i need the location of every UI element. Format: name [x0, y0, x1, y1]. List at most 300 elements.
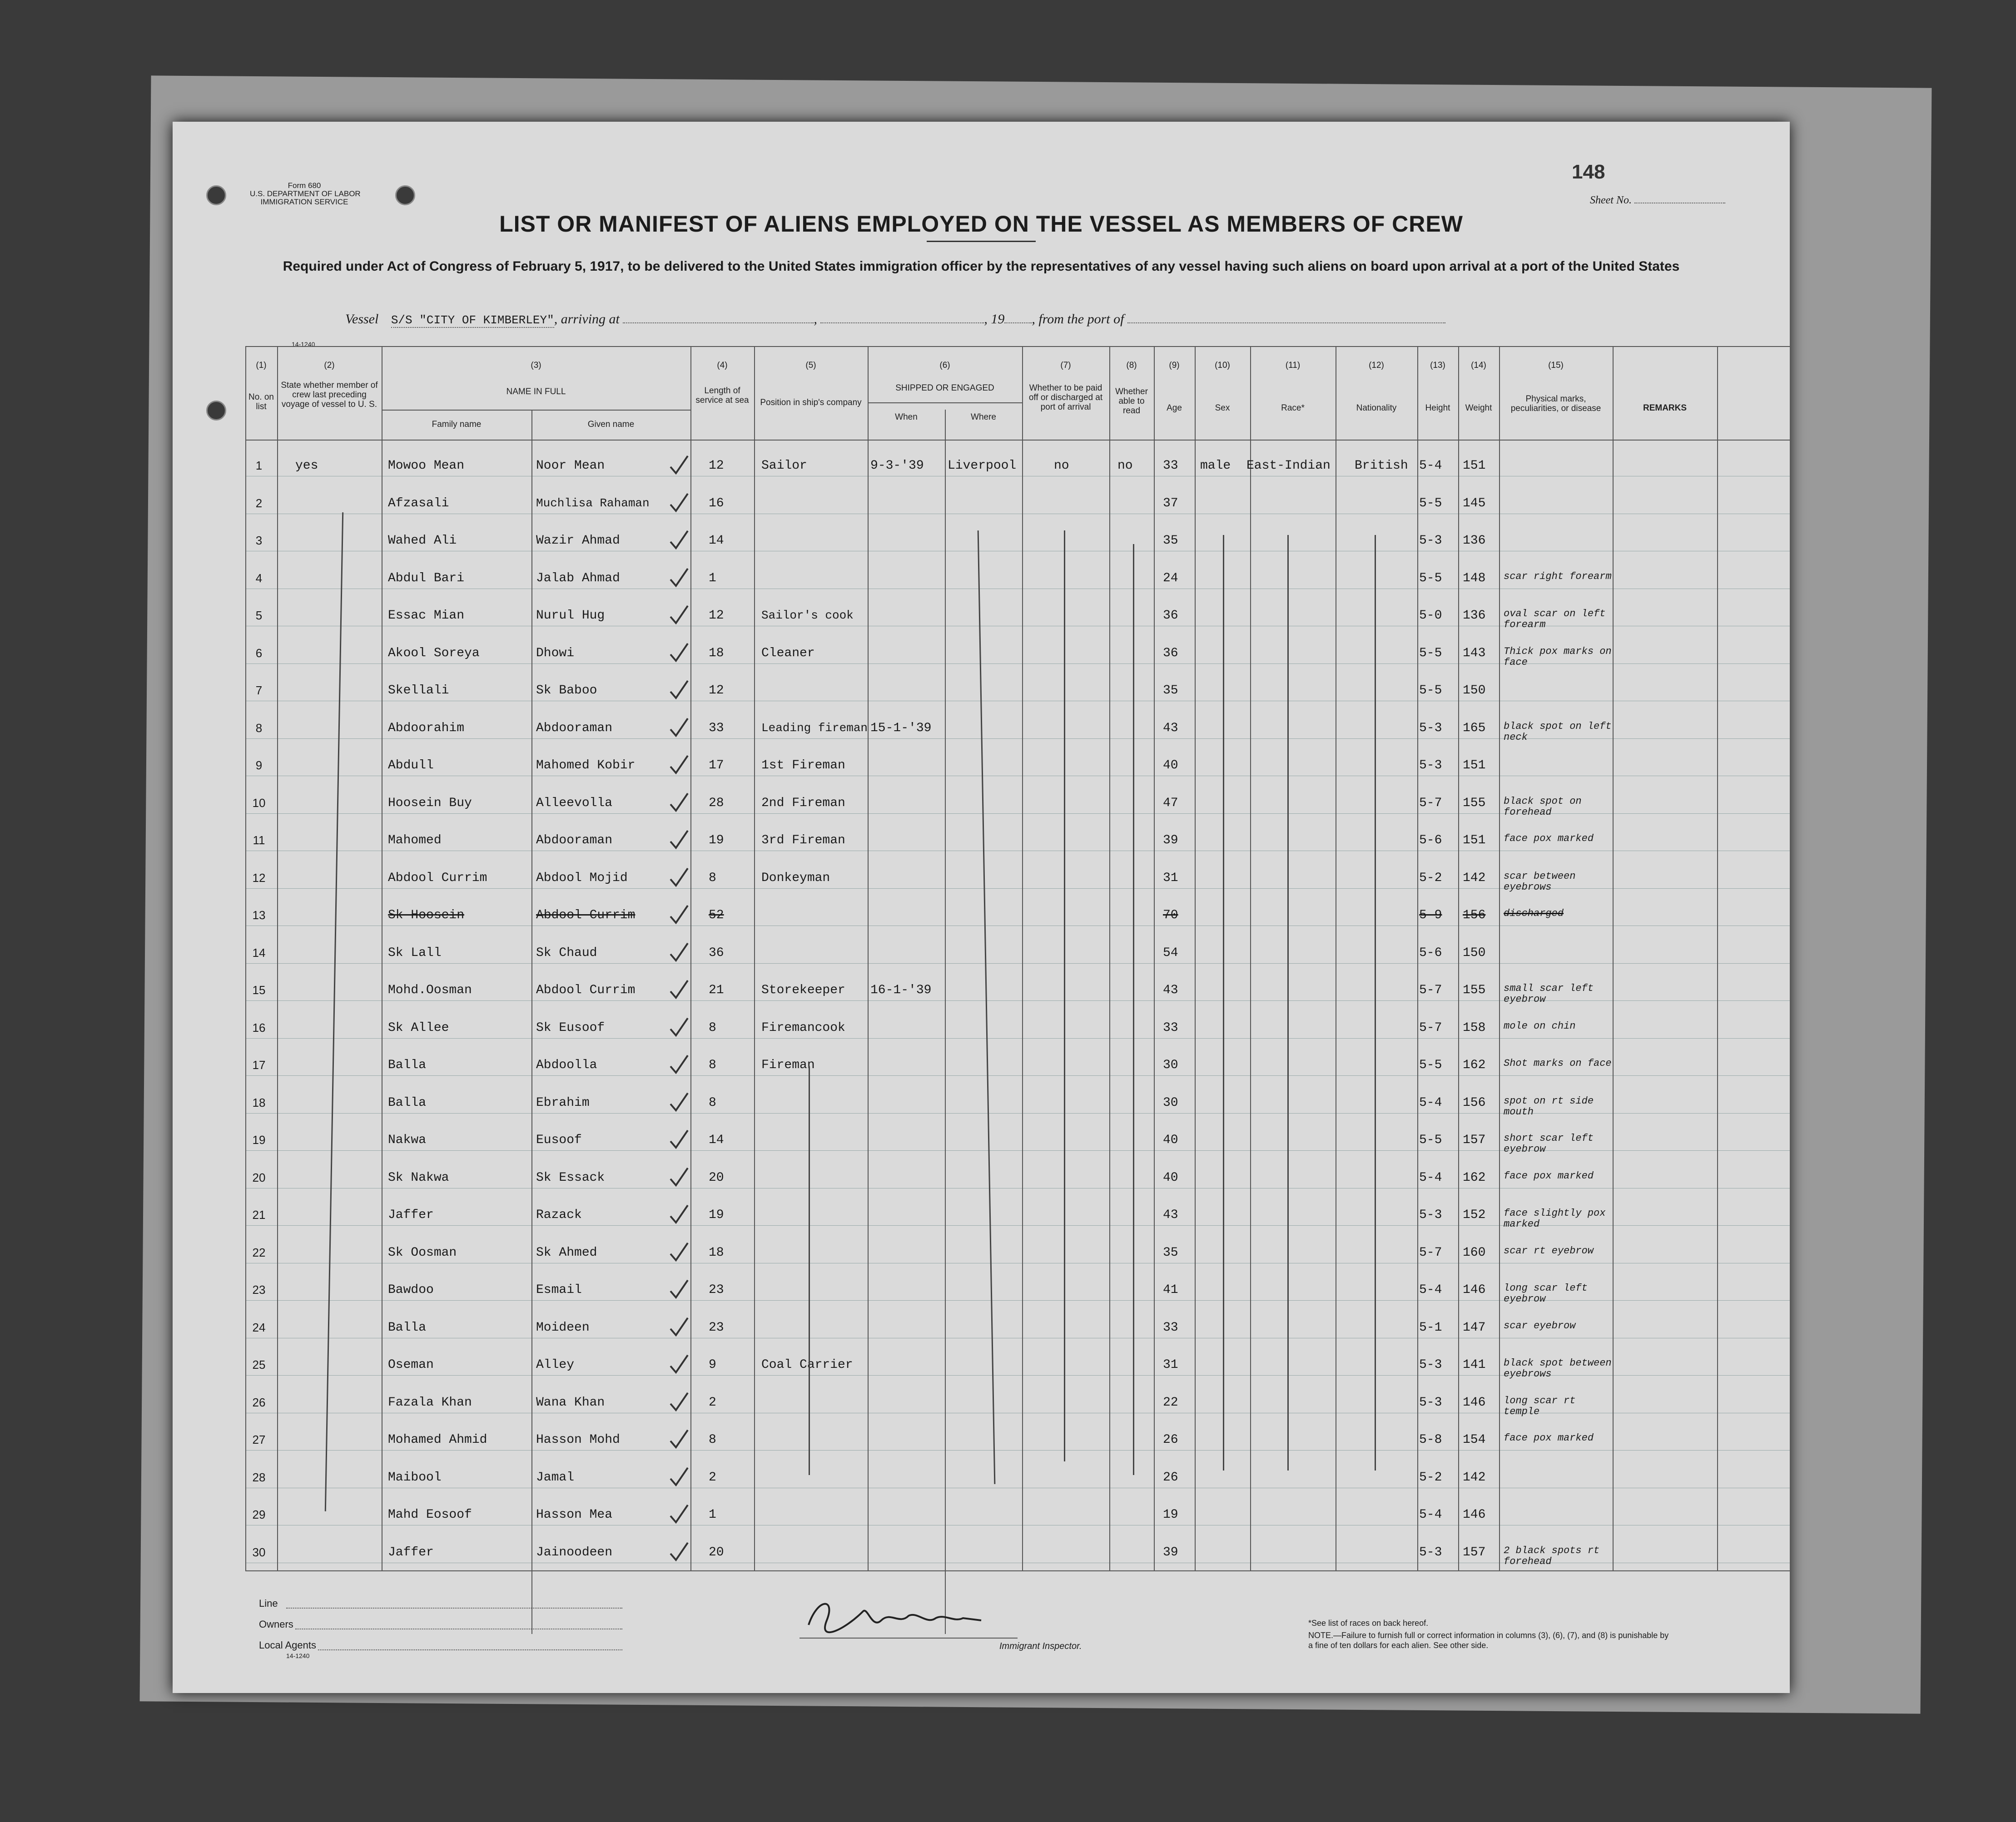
physical-marks-cell: face pox marked: [1504, 1432, 1594, 1444]
form-number: Form 680: [288, 181, 321, 190]
family-name-cell: Balla: [388, 1058, 427, 1072]
manifest-sheet: [173, 122, 1790, 1693]
age-cell: 36: [1163, 646, 1178, 660]
age-cell: 36: [1163, 609, 1178, 623]
weight-cell: 142: [1463, 1470, 1486, 1485]
column-divider: [1195, 346, 1196, 1570]
family-name-cell: Essac Mian: [388, 609, 465, 623]
given-name-cell: Abdooraman: [536, 833, 613, 847]
row-number: 12: [252, 871, 266, 885]
height-cell: 5-4: [1419, 1283, 1442, 1297]
ditto-line: [1223, 535, 1224, 1470]
given-name-cell: Muchlisa Rahaman: [536, 496, 650, 510]
row-number: 9: [255, 758, 263, 772]
row-rule: [245, 1038, 1790, 1039]
col-header-physical-marks: Physical marks, peculiarities, or disease: [1510, 394, 1601, 413]
service-length-cell: 21: [709, 983, 724, 997]
given-name-cell: Sk Baboo: [536, 683, 597, 698]
weight-cell: 142: [1463, 871, 1486, 885]
physical-marks-cell: scar rt eyebrow: [1504, 1245, 1594, 1257]
physical-marks-cell: mole on chin: [1504, 1020, 1576, 1032]
agents-code: 14-1240: [286, 1652, 310, 1659]
height-cell: 5-4: [1419, 1095, 1442, 1110]
service-length-cell: 17: [709, 758, 724, 772]
col-header-shipped: SHIPPED OR ENGAGED: [895, 383, 994, 393]
column-number: (15): [1548, 361, 1564, 370]
given-name-cell: Sk Ahmed: [536, 1245, 597, 1260]
weight-cell: 151: [1463, 758, 1486, 772]
check-mark-icon: [668, 604, 690, 627]
age-cell: 47: [1163, 796, 1178, 810]
vessel-label: Vessel: [345, 312, 379, 327]
row-number: 10: [252, 796, 266, 810]
position-cell: Coal Carrier: [761, 1358, 853, 1372]
given-name-cell: Moideen: [536, 1320, 590, 1335]
weight-cell: 145: [1463, 496, 1486, 510]
col-header-family-name: Family name: [432, 420, 482, 429]
family-name-cell: Balla: [388, 1320, 427, 1335]
height-cell: 5-7: [1419, 983, 1442, 997]
service-length-cell: 18: [709, 646, 724, 660]
service-length-cell: 23: [709, 1320, 724, 1335]
year-label: , 19: [984, 312, 1005, 327]
column-divider: [1717, 346, 1718, 1570]
height-cell: 5-6: [1419, 833, 1442, 847]
column-divider: [1109, 346, 1110, 1570]
ditto-line: [809, 1066, 810, 1475]
given-name-cell: Abdool Currim: [536, 908, 636, 922]
col-header-paid-off: Whether to be paid off or discharged at port of arrival: [1028, 383, 1103, 412]
given-name-cell: Alleevolla: [536, 796, 613, 810]
col-header-nationality: Nationality: [1356, 403, 1397, 413]
family-name-cell: Sk Lall: [388, 946, 442, 960]
age-cell: 70: [1163, 908, 1178, 922]
row-number: 16: [252, 1020, 266, 1035]
check-mark-icon: [668, 1016, 690, 1039]
service-length-cell: 20: [709, 1170, 724, 1185]
weight-cell: 156: [1463, 908, 1486, 922]
shipped-subheader-rule: [868, 402, 1022, 403]
races-note: *See list of races on back hereof.: [1308, 1619, 1429, 1628]
row-number: 2: [255, 496, 263, 510]
given-name-cell: Sk Eusoof: [536, 1020, 605, 1035]
weight-cell: 157: [1463, 1545, 1486, 1560]
age-cell: 40: [1163, 1133, 1178, 1147]
family-name-cell: Sk Nakwa: [388, 1170, 449, 1185]
service-length-cell: 8: [709, 871, 716, 885]
weight-cell: 155: [1463, 796, 1486, 810]
weight-cell: 157: [1463, 1133, 1486, 1147]
given-name-cell: Abdool Mojid: [536, 871, 628, 885]
form-identifier: [250, 182, 359, 206]
position-cell: 3rd Fireman: [761, 833, 845, 847]
column-number: (1): [256, 361, 267, 370]
column-divider: [277, 346, 278, 1570]
family-name-cell: Abdul Bari: [388, 571, 465, 585]
ditto-line: [1375, 535, 1376, 1470]
check-mark-icon: [668, 1241, 690, 1264]
physical-marks-cell: small scar left eyebrow: [1504, 983, 1594, 1005]
height-cell: 5-0: [1419, 609, 1442, 623]
physical-marks-cell: Thick pox marks on face: [1504, 645, 1612, 668]
age-cell: 43: [1163, 983, 1178, 997]
col-header-position: Position in ship's company: [760, 398, 862, 407]
age-cell: 54: [1163, 946, 1178, 960]
race-cell: East-Indian: [1246, 459, 1331, 473]
col-header-length-service: Length of service at sea: [695, 386, 749, 405]
check-mark-icon: [668, 829, 690, 852]
family-name-cell: Bawdoo: [388, 1283, 434, 1297]
table-bottom-border: [245, 1570, 1790, 1571]
arriving-label: , arriving at: [554, 312, 620, 327]
check-mark-icon: [668, 792, 690, 814]
given-name-cell: Ebrahim: [536, 1095, 590, 1110]
weight-cell: 158: [1463, 1020, 1486, 1035]
service-length-cell: 52: [709, 908, 724, 922]
inspector-label: Immigrant Inspector.: [999, 1641, 1082, 1651]
weight-cell: 146: [1463, 1508, 1486, 1522]
weight-cell: 162: [1463, 1058, 1486, 1072]
physical-marks-cell: scar right forearm: [1504, 570, 1612, 582]
age-cell: 35: [1163, 1245, 1178, 1260]
height-cell: 5-4: [1419, 1170, 1442, 1185]
service-length-cell: 12: [709, 683, 724, 698]
family-name-cell: Sk Oosman: [388, 1245, 457, 1260]
weight-cell: 165: [1463, 721, 1486, 735]
given-name-cell: Sk Essack: [536, 1170, 605, 1185]
physical-marks-cell: face pox marked: [1504, 833, 1594, 844]
page-subtitle: Required under Act of Congress of February 5, 1917, to be delivered to the United States immigration officer by the representatives of any vessel having such aliens on board upon arrival at a port of the United States: [283, 259, 1680, 274]
penalty-note: NOTE.—Failure to furnish full or correct information in columns (3), (6), (7), and (8) is punishable by a fine of ten dollars for each alien. See other side.: [1308, 1631, 1669, 1650]
height-cell: 5-5: [1419, 646, 1442, 660]
family-name-cell: Nakwa: [388, 1133, 427, 1147]
age-cell: 33: [1163, 1020, 1178, 1035]
punch-hole: [395, 185, 415, 205]
column-number: (2): [324, 361, 335, 370]
row-number: 8: [255, 721, 263, 735]
check-mark-icon: [668, 1353, 690, 1376]
inspector-line: [799, 1638, 1018, 1639]
given-name-cell: Abdooraman: [536, 721, 613, 735]
col-header-where: Where: [971, 412, 996, 422]
column-divider: [1613, 346, 1614, 1570]
previous-voyage-cell: yes: [295, 459, 318, 473]
col-header-height: Height: [1425, 403, 1450, 413]
table-top-border: [245, 346, 1790, 347]
age-cell: 33: [1163, 1320, 1178, 1335]
column-divider: [1250, 346, 1251, 1570]
weight-cell: 151: [1463, 459, 1486, 473]
row-number: 4: [255, 571, 263, 585]
service-length-cell: 1: [709, 1508, 716, 1522]
col-header-when: When: [895, 412, 918, 422]
family-name-cell: Afzasali: [388, 496, 449, 510]
height-cell: 5-7: [1419, 1020, 1442, 1035]
age-cell: 33: [1163, 459, 1178, 473]
height-cell: 5-2: [1419, 1470, 1442, 1485]
agents-field: [318, 1649, 622, 1650]
row-number: 26: [252, 1395, 266, 1409]
given-name-cell: Eusoof: [536, 1133, 582, 1147]
service-length-cell: 33: [709, 721, 724, 735]
age-cell: 26: [1163, 1470, 1178, 1485]
check-mark-icon: [668, 1466, 690, 1489]
physical-marks-cell: discharged: [1504, 908, 1564, 919]
family-name-cell: Akool Soreya: [388, 646, 480, 660]
weight-cell: 156: [1463, 1095, 1486, 1110]
weight-cell: 160: [1463, 1245, 1486, 1260]
nationality-cell: British: [1355, 459, 1408, 473]
department-name: U.S. DEPARTMENT OF LABOR: [250, 189, 361, 198]
given-name-cell: Alley: [536, 1358, 575, 1372]
check-mark-icon: [668, 1503, 690, 1526]
age-cell: 43: [1163, 721, 1178, 735]
column-number: (12): [1369, 361, 1384, 370]
inspector-signature: [799, 1593, 990, 1639]
weight-cell: 151: [1463, 833, 1486, 847]
row-rule: [245, 1450, 1790, 1451]
given-name-cell: Noor Mean: [536, 459, 605, 473]
col-header-previous-voyage: State whether member of crew last preceding voyage of vessel to U. S.: [281, 381, 378, 409]
col-header-able-read: Whether able to read: [1115, 387, 1148, 416]
shipped-when-cell: 9-3-'39: [870, 459, 924, 473]
given-name-cell: Jainoodeen: [536, 1545, 613, 1560]
row-number: 19: [252, 1133, 266, 1147]
row-number: 25: [252, 1358, 266, 1371]
check-mark-icon: [668, 1203, 690, 1226]
weight-cell: 136: [1463, 609, 1486, 623]
row-number: 22: [252, 1245, 266, 1259]
weight-cell: 150: [1463, 946, 1486, 960]
col-header-sex: Sex: [1215, 403, 1230, 413]
service-length-cell: 12: [709, 459, 724, 473]
check-mark-icon: [668, 1316, 690, 1339]
height-cell: 5-1: [1419, 1320, 1442, 1335]
physical-marks-cell: scar between eyebrows: [1504, 870, 1576, 893]
service-length-cell: 18: [709, 1245, 724, 1260]
weight-cell: 150: [1463, 683, 1486, 698]
service-length-cell: 14: [709, 534, 724, 548]
check-mark-icon: [668, 941, 690, 964]
check-mark-icon: [668, 1541, 690, 1564]
column-divider: [531, 410, 532, 1634]
row-number: 29: [252, 1508, 266, 1521]
physical-marks-cell: scar eyebrow: [1504, 1320, 1576, 1332]
column-number: (5): [805, 361, 816, 370]
service-length-cell: 16: [709, 496, 724, 510]
row-number: 24: [252, 1320, 266, 1334]
physical-marks-cell: black spot between eyebrows: [1504, 1357, 1612, 1380]
given-name-cell: Esmail: [536, 1283, 582, 1297]
given-name-cell: Abdool Currim: [536, 983, 636, 997]
check-mark-icon: [668, 567, 690, 589]
column-divider: [1499, 346, 1500, 1570]
row-number: 6: [255, 646, 263, 660]
page-title: LIST OR MANIFEST OF ALIENS EMPLOYED ON THE VESSEL AS MEMBERS OF CREW: [499, 211, 1463, 237]
sheet-label-text: Sheet No.: [1590, 194, 1632, 206]
row-number: 7: [255, 683, 263, 697]
weight-cell: 155: [1463, 983, 1486, 997]
header-bottom-border: [245, 440, 1790, 441]
column-number: (4): [717, 361, 728, 370]
service-length-cell: 19: [709, 1208, 724, 1222]
family-name-cell: Mahomed: [388, 833, 442, 847]
service-length-cell: 1: [709, 571, 716, 585]
check-mark-icon: [668, 754, 690, 777]
row-number: 17: [252, 1058, 266, 1072]
height-cell: 5-7: [1419, 796, 1442, 810]
family-name-cell: Jaffer: [388, 1208, 434, 1222]
age-cell: 24: [1163, 571, 1178, 585]
punch-hole: [206, 401, 226, 421]
age-cell: 39: [1163, 833, 1178, 847]
height-cell: 5-4: [1419, 459, 1442, 473]
family-name-cell: Abdull: [388, 758, 434, 772]
family-name-cell: Abdool Currim: [388, 871, 487, 885]
family-name-cell: Jaffer: [388, 1545, 434, 1560]
height-cell: 5-5: [1419, 683, 1442, 698]
physical-marks-cell: long scar rt temple: [1504, 1395, 1576, 1417]
age-cell: 30: [1163, 1095, 1178, 1110]
column-divider: [868, 346, 869, 1570]
height-cell: 5-3: [1419, 534, 1442, 548]
physical-marks-cell: spot on rt side mouth: [1504, 1095, 1594, 1118]
weight-cell: 148: [1463, 571, 1486, 585]
owners-label: Owners: [259, 1619, 293, 1630]
given-name-cell: Dhowi: [536, 646, 575, 660]
service-length-cell: 8: [709, 1020, 716, 1035]
given-name-cell: Wazir Ahmad: [536, 534, 620, 548]
weight-cell: 146: [1463, 1395, 1486, 1410]
check-mark-icon: [668, 529, 690, 552]
position-cell: Fireman: [761, 1058, 815, 1072]
service-length-cell: 2: [709, 1395, 716, 1410]
height-cell: 5-3: [1419, 1358, 1442, 1372]
physical-marks-cell: 2 black spots rt forehead: [1504, 1545, 1600, 1567]
paid-off-cell: no: [1054, 459, 1069, 473]
given-name-cell: Mahomed Kobir: [536, 758, 636, 772]
age-cell: 30: [1163, 1058, 1178, 1072]
from-port-label: , from the port of: [1032, 312, 1124, 327]
given-name-cell: Razack: [536, 1208, 582, 1222]
row-number: 11: [253, 833, 265, 847]
col-header-age: Age: [1167, 403, 1182, 413]
physical-marks-cell: short scar left eyebrow: [1504, 1133, 1594, 1155]
column-divider: [754, 346, 755, 1570]
sex-cell: male: [1200, 459, 1231, 473]
height-cell: 5-7: [1419, 1245, 1442, 1260]
weight-cell: 154: [1463, 1433, 1486, 1447]
punch-hole: [206, 185, 226, 205]
age-cell: 41: [1163, 1283, 1178, 1297]
height-cell: 5-3: [1419, 1208, 1442, 1222]
given-name-cell: Wana Khan: [536, 1395, 605, 1410]
ditto-line: [978, 530, 996, 1484]
age-cell: 26: [1163, 1433, 1178, 1447]
position-cell: Leading fireman: [761, 721, 868, 735]
family-name-cell: Skellali: [388, 683, 449, 698]
weight-cell: 146: [1463, 1283, 1486, 1297]
row-number: 5: [255, 609, 263, 622]
check-mark-icon: [668, 454, 690, 477]
weight-cell: 162: [1463, 1170, 1486, 1185]
ditto-line: [1064, 530, 1065, 1461]
column-number: (13): [1430, 361, 1445, 370]
given-name-cell: Jalab Ahmad: [536, 571, 620, 585]
family-name-cell: Mowoo Mean: [388, 459, 465, 473]
physical-marks-cell: oval scar on left forearm: [1504, 608, 1606, 630]
physical-marks-cell: face pox marked: [1504, 1170, 1594, 1182]
family-name-cell: Fazala Khan: [388, 1395, 472, 1410]
column-number: (10): [1215, 361, 1230, 370]
form-code-top: 14-1240: [292, 341, 315, 348]
family-name-cell: Oseman: [388, 1358, 434, 1372]
name-subheader-rule: [382, 410, 690, 411]
column-divider: [1154, 346, 1155, 1570]
row-number: 28: [252, 1470, 266, 1484]
check-mark-icon: [668, 866, 690, 889]
given-name-cell: Hasson Mea: [536, 1508, 613, 1522]
check-mark-icon: [668, 679, 690, 702]
service-length-cell: 8: [709, 1433, 716, 1447]
age-cell: 19: [1163, 1508, 1178, 1522]
vessel-name: S/S "CITY OF KIMBERLEY": [391, 313, 554, 327]
family-name-cell: Abdoorahim: [388, 721, 465, 735]
check-mark-icon: [668, 642, 690, 664]
column-divider: [690, 346, 691, 1570]
row-number: 27: [252, 1433, 266, 1446]
row-number: 1: [255, 459, 263, 472]
able-read-cell: no: [1117, 459, 1133, 473]
height-cell: 5-4: [1419, 1508, 1442, 1522]
service-length-cell: 23: [709, 1283, 724, 1297]
height-cell: 5-6: [1419, 946, 1442, 960]
age-cell: 31: [1163, 871, 1178, 885]
ditto-line: [325, 512, 343, 1511]
row-number: 3: [255, 534, 263, 547]
height-cell: 5-3: [1419, 758, 1442, 772]
check-mark-icon: [668, 717, 690, 739]
family-name-cell: Balla: [388, 1095, 427, 1110]
check-mark-icon: [668, 1278, 690, 1301]
given-name-cell: Sk Chaud: [536, 946, 597, 960]
height-cell: 5-9: [1419, 908, 1442, 922]
service-name: IMMIGRATION SERVICE: [260, 198, 348, 206]
ditto-line: [1287, 535, 1289, 1470]
position-cell: 2nd Fireman: [761, 796, 845, 810]
stamp-number: 148: [1572, 161, 1605, 183]
title-rule: [927, 241, 1036, 242]
physical-marks-cell: Shot marks on face: [1504, 1058, 1612, 1069]
row-rule: [245, 1075, 1790, 1076]
age-cell: 40: [1163, 1170, 1178, 1185]
ditto-line: [1133, 544, 1134, 1475]
check-mark-icon: [668, 1391, 690, 1414]
column-number: (7): [1060, 361, 1071, 370]
weight-cell: 152: [1463, 1208, 1486, 1222]
given-name-cell: Jamal: [536, 1470, 575, 1485]
row-number: 14: [252, 946, 266, 960]
sheet-number-label: [1590, 194, 1725, 207]
col-header-remarks: REMARKS: [1643, 403, 1687, 413]
given-name-cell: Abdoolla: [536, 1058, 597, 1072]
check-mark-icon: [668, 979, 690, 1001]
height-cell: 5-8: [1419, 1433, 1442, 1447]
family-name-cell: Sk Allee: [388, 1020, 449, 1035]
weight-cell: 136: [1463, 534, 1486, 548]
row-number: 30: [252, 1545, 266, 1559]
physical-marks-cell: face slightly pox marked: [1504, 1208, 1606, 1230]
